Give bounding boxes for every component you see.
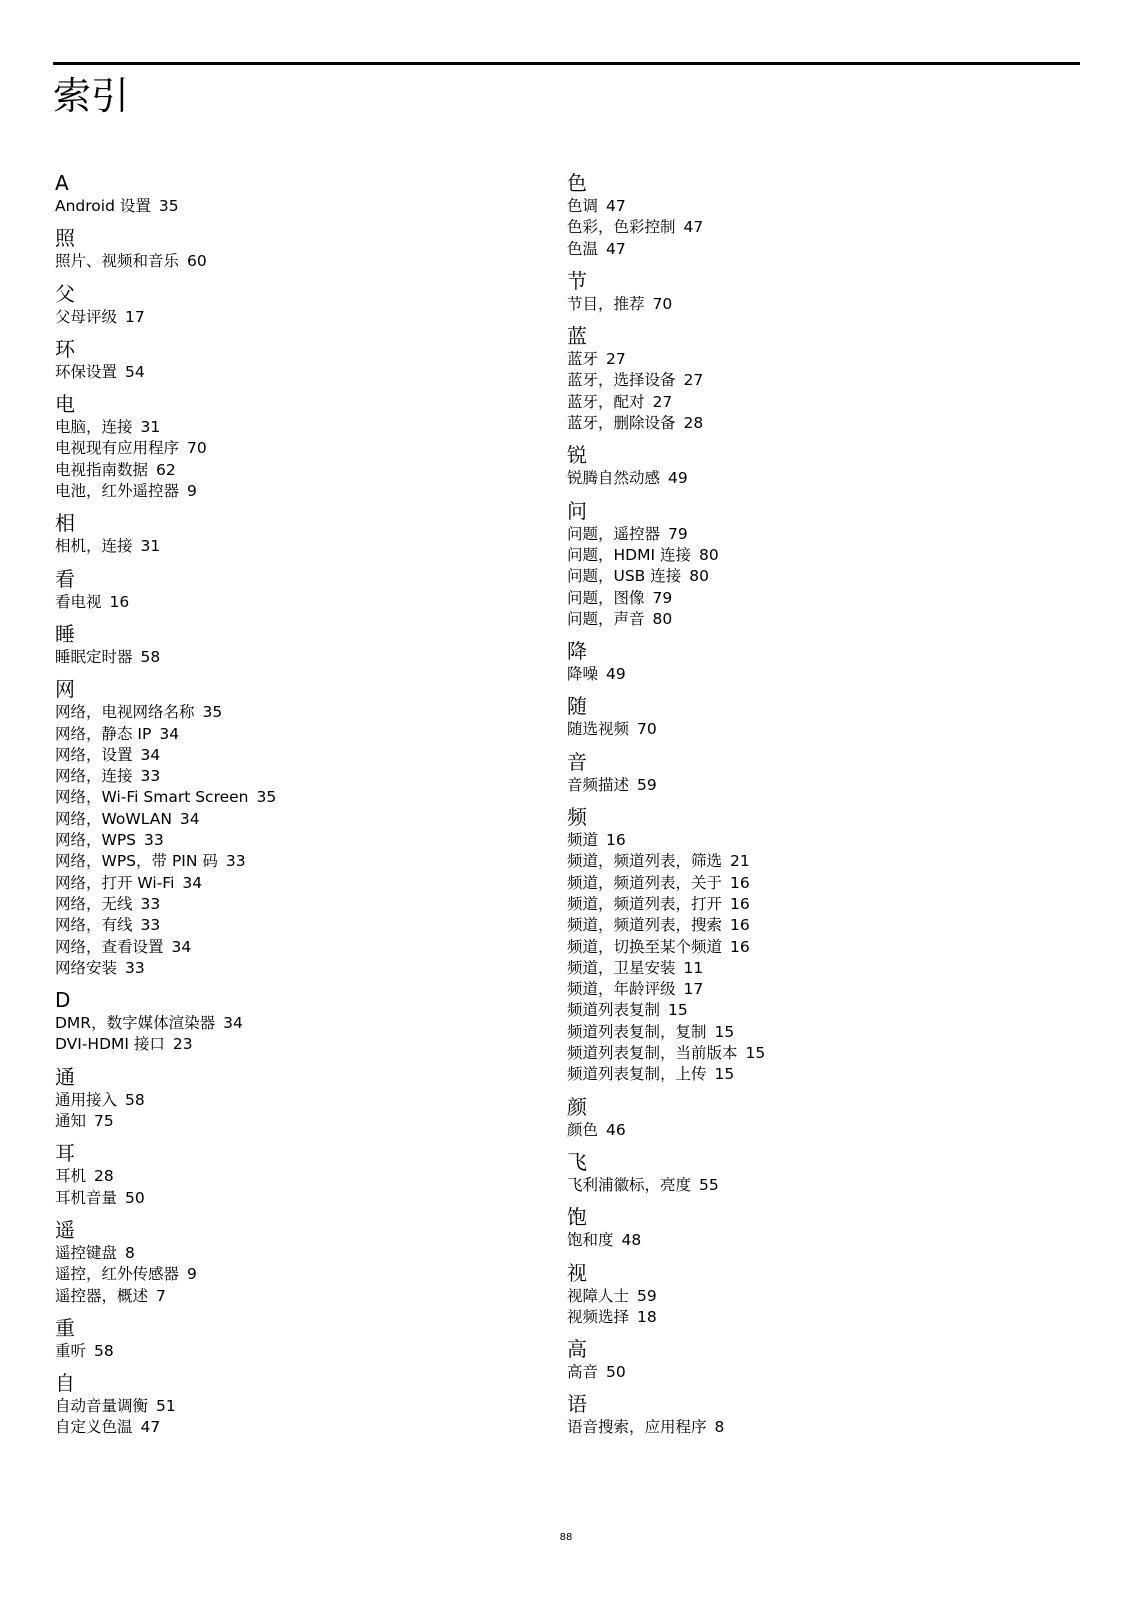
entry-term: 父母评级: [55, 307, 118, 326]
index-section: [55, 566, 535, 613]
index-entry: [55, 1396, 535, 1417]
index-section: [55, 1217, 535, 1307]
index-column-left: [55, 170, 535, 1447]
entry-page-number: 33: [140, 916, 161, 935]
entry-term: 环保设置: [55, 362, 118, 381]
index-section: [55, 676, 535, 979]
index-entry: [55, 1111, 535, 1132]
index-section: [55, 987, 535, 1056]
index-entry: [567, 609, 1047, 630]
section-heading: 降: [567, 639, 587, 664]
section-heading: 饱: [567, 1205, 587, 1230]
index-section: [567, 1260, 1047, 1329]
entry-page-number: 31: [140, 418, 161, 437]
index-section: [567, 268, 1047, 315]
index-entry: [55, 460, 535, 481]
index-entry: [55, 307, 535, 328]
entry-term: 电视现有应用程序: [55, 439, 180, 458]
section-heading: 电: [55, 392, 75, 417]
page-title: 索引: [53, 74, 130, 118]
entry-page-number: 16: [730, 894, 750, 913]
entry-page-number: 28: [683, 414, 704, 433]
index-section: [567, 638, 1047, 685]
entry-term: 网络，无线: [55, 894, 133, 913]
entry-page-number: 34: [223, 1014, 243, 1033]
entry-page-number: 15: [714, 1065, 735, 1084]
entry-term: 蓝牙，删除设备: [567, 414, 676, 433]
section-heading: 网: [55, 677, 75, 702]
index-section: [567, 804, 1047, 1086]
section-heading: 通: [55, 1064, 75, 1089]
entry-page-number: 80: [689, 567, 709, 586]
entry-page-number: 33: [140, 894, 161, 913]
entry-term: 频道列表复制，上传: [567, 1065, 707, 1084]
index-entry: [567, 217, 1047, 238]
entry-page-number: 80: [652, 609, 673, 628]
index-section: [567, 1094, 1047, 1141]
entry-page-number: 59: [637, 775, 657, 794]
index-entry: [567, 392, 1047, 413]
index-entry: [567, 294, 1047, 315]
entry-term: DMR，数字媒体渲染器: [55, 1014, 216, 1033]
section-heading: 频: [567, 805, 587, 830]
section-heading: A: [55, 171, 69, 195]
entry-page-number: 15: [714, 1022, 735, 1041]
index-entry: [55, 1264, 535, 1285]
entry-page-number: 15: [745, 1044, 766, 1063]
section-heading: 自: [55, 1371, 75, 1396]
index-section: [567, 442, 1047, 489]
entry-page-number: 15: [668, 1001, 688, 1020]
entry-page-number: 70: [652, 294, 673, 313]
entry-page-number: 11: [683, 958, 704, 977]
entry-page-number: 23: [172, 1035, 193, 1054]
entry-term: 问题，USB 连接: [567, 567, 682, 586]
entry-term: 网络，查看设置: [55, 937, 164, 956]
index-entry: [567, 413, 1047, 434]
entry-page-number: 47: [683, 218, 704, 237]
section-heading: 色: [567, 171, 587, 195]
entry-term: 遥控键盘: [55, 1243, 118, 1262]
entry-term: 音频描述: [567, 775, 630, 794]
index-section: [55, 510, 535, 557]
index-entry: [567, 851, 1047, 872]
index-entry: [55, 1286, 535, 1307]
index-entry: [567, 370, 1047, 391]
index-entry: [567, 1000, 1047, 1021]
entry-page-number: 59: [637, 1286, 657, 1305]
index-entry: [55, 1243, 535, 1264]
index-entry: [55, 937, 535, 958]
index-entry: [55, 958, 535, 979]
entry-term: 色彩，色彩控制: [567, 218, 676, 237]
index-entry: [567, 894, 1047, 915]
section-heading: 音: [567, 749, 587, 774]
entry-term: 网络，WPS: [55, 831, 137, 850]
index-section: [567, 693, 1047, 740]
index-entry: [55, 251, 535, 272]
entry-term: 问题，遥控器: [567, 524, 661, 543]
entry-page-number: 17: [125, 307, 145, 326]
entry-term: 网络，电视网络名称: [55, 703, 195, 722]
entry-term: 飞利浦徽标，亮度: [567, 1175, 692, 1194]
entry-term: 饱和度: [567, 1231, 614, 1250]
entry-term: 网络，设置: [55, 745, 133, 764]
entry-term: 频道，频道列表，关于: [567, 873, 723, 892]
entry-term: 电池，红外遥控器: [55, 482, 180, 501]
entry-term: 照片、视频和音乐: [55, 252, 180, 271]
index-entry: [55, 1166, 535, 1187]
entry-page-number: 80: [698, 545, 719, 564]
index-entry: [55, 724, 535, 745]
entry-term: 问题，HDMI 连接: [567, 545, 691, 564]
index-entry: [55, 196, 535, 217]
section-heading: 蓝: [567, 324, 587, 349]
index-entry: [55, 1013, 535, 1034]
section-heading: 睡: [55, 621, 75, 646]
index-entry: [567, 775, 1047, 796]
entry-page-number: 8: [125, 1243, 135, 1262]
index-entry: [567, 566, 1047, 587]
entry-page-number: 62: [156, 460, 176, 479]
index-entry: [55, 592, 535, 613]
index-section: [55, 1064, 535, 1133]
entry-page-number: 17: [683, 980, 704, 999]
index-entry: [55, 362, 535, 383]
entry-page-number: 49: [668, 469, 688, 488]
index-entry: [55, 809, 535, 830]
index-entry: [567, 937, 1047, 958]
entry-page-number: 7: [156, 1286, 166, 1305]
entry-term: 视频选择: [567, 1307, 630, 1326]
section-heading: 相: [55, 511, 75, 536]
section-heading: 随: [567, 694, 587, 719]
entry-page-number: 33: [140, 767, 161, 786]
index-section: [567, 498, 1047, 630]
section-heading: 父: [55, 281, 75, 306]
section-heading: 遥: [55, 1217, 75, 1242]
entry-term: Android 设置: [55, 197, 151, 215]
section-heading: 看: [55, 566, 75, 591]
index-entry: [55, 1341, 535, 1362]
entry-term: 色调: [567, 197, 599, 215]
index-entry: [55, 766, 535, 787]
page-number: 88: [559, 1532, 573, 1543]
index-section: [55, 336, 535, 383]
entry-page-number: 70: [637, 720, 657, 739]
title-rule: [53, 62, 1080, 65]
entry-term: 频道，频道列表，搜索: [567, 916, 723, 935]
index-section: [55, 225, 535, 272]
index-entry: [55, 1188, 535, 1209]
entry-term: 锐腾自然动感: [567, 469, 661, 488]
index-entry: [55, 851, 535, 872]
section-heading: 照: [55, 226, 75, 251]
entry-term: 频道列表复制，复制: [567, 1022, 707, 1041]
index-entry: [567, 1230, 1047, 1251]
index-section: [55, 391, 535, 502]
entry-term: 蓝牙，配对: [567, 392, 645, 411]
index-entry: [567, 1120, 1047, 1141]
index-entry: [55, 438, 535, 459]
entry-page-number: 47: [140, 1418, 161, 1437]
section-heading: 飞: [567, 1149, 587, 1174]
entry-page-number: 58: [140, 647, 161, 666]
index-entry: [567, 1064, 1047, 1085]
entry-term: 随选视频: [567, 720, 630, 739]
entry-term: 网络，有线: [55, 916, 133, 935]
entry-page-number: 47: [606, 197, 626, 215]
entry-term: 频道，频道列表，筛选: [567, 852, 723, 871]
index-entry: [55, 1417, 535, 1438]
index-entry: [55, 745, 535, 766]
index-section: [55, 1315, 535, 1362]
entry-term: 看电视: [55, 592, 102, 611]
entry-page-number: 9: [187, 482, 197, 501]
entry-page-number: 34: [159, 724, 180, 743]
entry-term: 视障人士: [567, 1286, 630, 1305]
entry-term: 频道，卫星安装: [567, 958, 676, 977]
section-heading: 高: [567, 1337, 587, 1362]
index-entry: [567, 1043, 1047, 1064]
index-entry: [567, 545, 1047, 566]
index-column-right: [567, 170, 1047, 1447]
index-entry: [567, 1362, 1047, 1383]
index-entry: [567, 915, 1047, 936]
entry-page-number: 8: [714, 1418, 725, 1437]
section-heading: 重: [55, 1315, 75, 1340]
index-entry: [567, 588, 1047, 609]
entry-term: 网络，WoWLAN: [55, 809, 172, 828]
section-heading: 节: [567, 268, 587, 293]
entry-term: 网络，WPS，带 PIN 码: [55, 852, 218, 871]
entry-term: 节目，推荐: [567, 294, 645, 313]
entry-page-number: 60: [187, 252, 207, 271]
entry-page-number: 48: [621, 1231, 642, 1250]
entry-page-number: 27: [683, 371, 704, 390]
entry-term: 网络，Wi-Fi Smart Screen: [55, 788, 249, 807]
index-entry: [567, 1022, 1047, 1043]
section-heading: 锐: [567, 443, 587, 468]
index-section: [567, 1204, 1047, 1251]
entry-term: 遥控器，概述: [55, 1286, 149, 1305]
entry-page-number: 33: [125, 958, 145, 977]
entry-page-number: 46: [606, 1120, 626, 1139]
index-section: [55, 621, 535, 668]
index-entry: [567, 873, 1047, 894]
index-section: [567, 170, 1047, 260]
index-entry: [567, 1307, 1047, 1328]
entry-page-number: 16: [730, 916, 750, 935]
index-section: [55, 1140, 535, 1209]
index-entry: [567, 524, 1047, 545]
entry-term: 耳机音量: [55, 1188, 118, 1207]
index-section: [55, 281, 535, 328]
index-entry: [567, 958, 1047, 979]
index-entry: [55, 894, 535, 915]
index-section: [567, 1391, 1047, 1438]
index-entry: [55, 830, 535, 851]
entry-page-number: 50: [125, 1188, 145, 1207]
entry-page-number: 55: [699, 1175, 719, 1194]
entry-term: 高音: [567, 1363, 599, 1382]
entry-term: 通知: [55, 1112, 87, 1131]
entry-term: 自动音量调衡: [55, 1397, 149, 1416]
entry-term: 遥控，红外传感器: [55, 1265, 180, 1284]
entry-page-number: 54: [125, 362, 145, 381]
section-heading: 耳: [55, 1141, 75, 1166]
index-entry: [55, 417, 535, 438]
entry-page-number: 9: [187, 1265, 197, 1284]
entry-page-number: 27: [606, 350, 626, 369]
entry-term: 频道: [567, 831, 599, 850]
index-entry: [55, 1034, 535, 1055]
index-entry: [567, 979, 1047, 1000]
entry-page-number: 49: [606, 665, 626, 684]
index-entry: [567, 1175, 1047, 1196]
index-entry: [55, 915, 535, 936]
entry-page-number: 16: [109, 592, 130, 611]
entry-term: 蓝牙，选择设备: [567, 371, 676, 390]
entry-page-number: 75: [94, 1112, 114, 1131]
entry-page-number: 79: [668, 524, 688, 543]
entry-page-number: 33: [144, 831, 164, 850]
entry-term: 频道，年龄评级: [567, 980, 676, 999]
entry-page-number: 31: [140, 537, 161, 556]
entry-page-number: 18: [637, 1307, 657, 1326]
index-entry: [55, 787, 535, 808]
index-entry: [55, 1090, 535, 1111]
section-heading: 视: [567, 1260, 587, 1285]
entry-term: 语音搜索，应用程序: [567, 1418, 707, 1437]
index-section: [55, 170, 535, 217]
entry-term: 问题，图像: [567, 588, 645, 607]
index-entry: [567, 468, 1047, 489]
entry-page-number: 35: [202, 703, 223, 722]
entry-page-number: 21: [730, 852, 750, 871]
entry-page-number: 50: [606, 1363, 626, 1382]
entry-page-number: 16: [606, 831, 626, 850]
index-section: [567, 1149, 1047, 1196]
index-entry: [567, 719, 1047, 740]
index-entry: [567, 349, 1047, 370]
index-entry: [567, 830, 1047, 851]
entry-term: 蓝牙: [567, 350, 599, 369]
entry-term: 电脑，连接: [55, 418, 133, 437]
entry-page-number: 27: [652, 392, 673, 411]
entry-page-number: 33: [225, 852, 246, 871]
section-heading: 问: [567, 498, 587, 523]
section-heading: D: [55, 988, 71, 1013]
index-entry: [567, 1286, 1047, 1307]
entry-term: 网络，连接: [55, 767, 133, 786]
entry-term: 频道列表复制: [567, 1001, 661, 1020]
entry-term: 睡眠定时器: [55, 647, 133, 666]
entry-term: 网络，静态 IP: [55, 724, 152, 743]
entry-term: 网络，打开 Wi-Fi: [55, 873, 175, 892]
index-section: [567, 1336, 1047, 1383]
index-entry: [567, 196, 1047, 217]
index-entry: [55, 647, 535, 668]
index-entry: [567, 1417, 1047, 1438]
entry-term: 频道，切换至某个频道: [567, 937, 723, 956]
entry-page-number: 79: [652, 588, 673, 607]
entry-page-number: 28: [94, 1167, 114, 1186]
entry-term: 频道，频道列表，打开: [567, 894, 723, 913]
index-entry: [55, 481, 535, 502]
entry-term: 网络安装: [55, 958, 118, 977]
entry-term: 通用接入: [55, 1090, 118, 1109]
entry-term: 耳机: [55, 1167, 87, 1186]
entry-page-number: 51: [156, 1397, 176, 1416]
entry-page-number: 70: [187, 439, 207, 458]
entry-page-number: 34: [182, 873, 203, 892]
entry-page-number: 58: [125, 1090, 145, 1109]
entry-term: 相机，连接: [55, 537, 133, 556]
index-section: [567, 749, 1047, 796]
entry-term: 颜色: [567, 1120, 599, 1139]
index-section: [567, 323, 1047, 434]
entry-term: 问题，声音: [567, 609, 645, 628]
entry-term: DVI-HDMI 接口: [55, 1035, 165, 1054]
entry-page-number: 35: [256, 788, 277, 807]
entry-page-number: 34: [140, 745, 161, 764]
index-entry: [55, 536, 535, 557]
section-heading: 环: [55, 336, 75, 361]
section-heading: 语: [567, 1392, 587, 1417]
entry-page-number: 16: [730, 937, 750, 956]
entry-page-number: 34: [179, 809, 200, 828]
entry-page-number: 47: [606, 239, 626, 258]
entry-page-number: 34: [171, 937, 192, 956]
index-entry: [55, 702, 535, 723]
entry-page-number: 35: [158, 197, 179, 215]
index-entry: [55, 873, 535, 894]
entry-term: 色温: [567, 239, 599, 258]
index-entry: [567, 664, 1047, 685]
index-section: [55, 1370, 535, 1439]
entry-term: 自定义色温: [55, 1418, 133, 1437]
entry-term: 降噪: [567, 665, 599, 684]
section-heading: 颜: [567, 1094, 587, 1119]
index-entry: [567, 239, 1047, 260]
entry-term: 电视指南数据: [55, 460, 149, 479]
entry-page-number: 16: [730, 873, 750, 892]
entry-term: 频道列表复制，当前版本: [567, 1044, 738, 1063]
entry-page-number: 58: [94, 1341, 114, 1360]
entry-term: 重听: [55, 1341, 87, 1360]
